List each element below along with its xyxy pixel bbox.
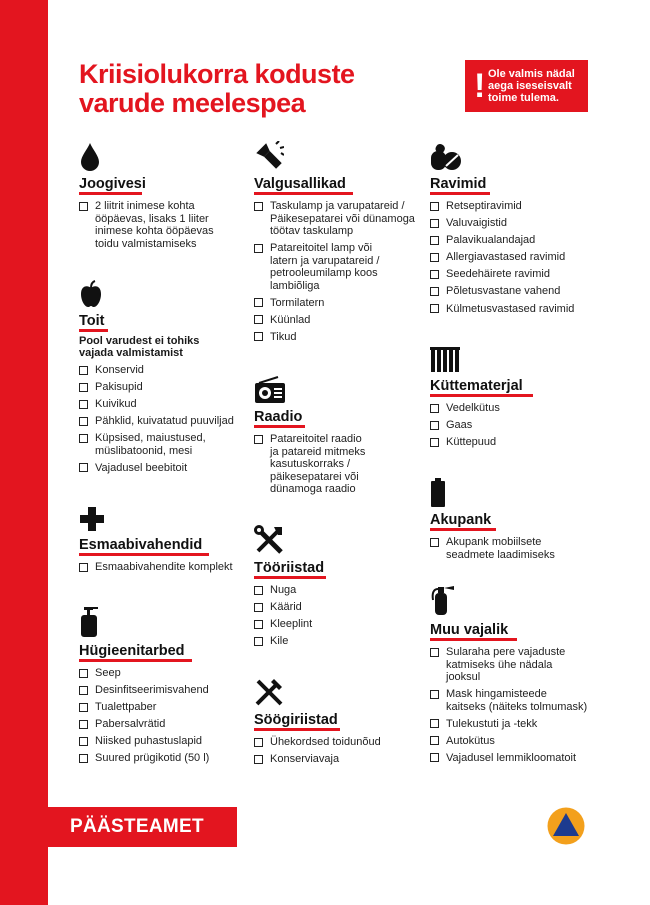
checkbox[interactable] [430,202,439,211]
section-heading: Joogivesi [79,176,146,192]
heading-underline [79,329,108,332]
checklist-item [79,381,249,394]
heading-underline [430,192,490,195]
checklist-item-text: Mask hingamisteede [446,688,547,701]
checkbox[interactable] [254,298,263,307]
footer-brand-bar [48,807,237,847]
checkbox[interactable] [254,637,263,646]
checklist-item [254,753,424,766]
checklist-item-text: Seep [95,667,121,679]
notice-line-1: Ole valmis nädal [488,68,575,80]
section-heading: Muu vajalik [430,622,509,638]
heading-underline [79,659,192,662]
checklist-item-text: Vajadusel lemmikloomatoit [446,751,577,764]
heading-underline [254,576,326,579]
checkbox[interactable] [254,620,263,629]
checklist-item [430,436,605,449]
notice-text [488,68,584,104]
checklist-item [254,736,424,749]
checklist-item [254,601,424,614]
notice-line-3: toime tulema. [488,92,559,104]
checkbox[interactable] [79,686,88,695]
checklist-item-text: Põletusvastane vahend [446,285,561,298]
checkbox[interactable] [254,435,263,444]
checklist-item-text: jooksul [446,671,481,683]
checklist-item-text: Küpsised, maiustused, [95,432,206,445]
checklist-item-text: Valuvaigistid [446,217,507,230]
checklist-item-text: Tualettpaber [95,701,157,714]
checklist-item-text: Akupank mobiilsete [446,536,542,548]
checkbox[interactable] [254,738,263,747]
checklist-item-text: ööpäevas, lisaks 1 liiter [95,212,209,225]
section-heading: Ravimid [430,176,487,192]
checkbox[interactable] [79,383,88,392]
checklist-item-text: Palavikualandajad [446,234,536,247]
civil-defence-emblem-icon [547,807,585,845]
first-aid-cross-icon [79,506,105,532]
checklist-item [79,718,249,731]
checklist-item-text: Nuga [270,584,297,596]
checklist-item [79,561,249,574]
checklist-item-text: Patareitoitel raadio [270,433,362,445]
checkbox[interactable] [254,603,263,612]
checklist-item [430,735,608,748]
checklist-item-text: 2 liitrit inimese kohta [95,200,195,212]
checklist-item [79,735,249,748]
checklist-item-text: Ühekordsed toidunõud [270,736,381,748]
checklist-item-text: katmiseks ühe nädala [446,658,553,671]
heading-underline [254,728,340,731]
checklist-item-text: toidu valmistamiseks [95,237,197,250]
checklist-item-text: Konserviavaja [270,753,340,766]
checklist-item-text: seadmete laadimiseks [446,548,555,561]
checklist-item-text: müslibatoonid, mesi [95,444,193,457]
checklist-item-text: inimese kohta ööpäevas [95,225,214,237]
checklist [254,200,424,348]
checkbox[interactable] [79,417,88,426]
checklist-item-text: Küünlad [270,313,311,326]
checkbox[interactable] [430,236,439,245]
section-heading: Küttematerjal [430,378,523,394]
checklist-item [254,618,424,631]
checklist-item-text: Päikesepatarei või dünamoga [270,212,415,225]
checklist-item-text: ja patareid mitmeks [270,445,366,458]
heading-underline [79,553,209,556]
checklist-item [79,200,239,250]
checklist-item-text: Tikud [270,330,297,343]
checklist-item [430,303,605,316]
fire-extinguisher-icon [430,584,456,616]
checkbox[interactable] [79,366,88,375]
checklist-item-text: Küttepuud [446,436,497,449]
checklist-item-text: päikesepatarei või [270,470,359,483]
title-line-2: varude meelespea [79,88,306,118]
checkbox[interactable] [254,315,263,324]
checklist-item-text: Sularaha pere vajaduste [446,646,566,658]
section-heading: Toit [79,313,105,329]
checklist-item-text: Külmetusvastased ravimid [446,302,575,315]
checklist [430,646,608,769]
left-red-bar [0,0,48,905]
checklist-item [430,217,605,230]
exclamation-icon: ! [474,67,486,105]
checklist-item-text: Desinfitseerimisvahend [95,684,209,697]
checkbox[interactable] [79,400,88,409]
checkbox[interactable] [79,754,88,763]
checklist-item [430,419,605,432]
water-drop-icon [79,142,101,172]
checkbox[interactable] [430,690,439,699]
section-heading: Söögiriistad [254,712,338,728]
checklist-item-text: Retseptiravimid [446,200,522,212]
checklist-item [254,433,424,496]
section-heading: Esmaabivahendid [79,537,203,553]
radiator-icon [430,347,460,373]
checklist-item-text: dünamoga raadio [270,483,356,495]
checklist-item [254,242,424,292]
checklist-item [254,584,424,597]
checklist-item [430,718,608,731]
section-subhead: Pool varudest ei tohiks vajada valmistamist [79,335,200,359]
heading-underline [430,638,517,641]
checkbox[interactable] [254,755,263,764]
checklist-item-text: Konservid [95,364,144,376]
checklist-item-text: Suured prügikotid (50 l) [95,752,210,765]
checklist-item [79,701,249,714]
checkbox[interactable] [430,421,439,430]
checklist-item-text: Pakisupid [95,381,143,394]
checklist-item [254,635,424,648]
checklist-item [430,402,605,415]
checkbox[interactable] [430,404,439,413]
checklist-item-text: Kile [270,635,289,648]
checklist-item [430,234,605,247]
checklist [254,584,424,652]
checkbox[interactable] [79,202,88,211]
checkbox[interactable] [430,219,439,228]
section-heading: Hügieenitarbed [79,643,185,659]
checklist-item-text: Allergiavastased ravimid [446,251,566,264]
checklist-item [79,398,249,411]
checklist-item-text: Patareitoitel lamp või [270,242,373,255]
checklist-item [254,314,424,327]
checklist-item [430,752,608,765]
checkbox[interactable] [430,287,439,296]
checklist-item [79,432,249,457]
brand-name: PÄÄSTEAMET [70,816,204,837]
checkbox[interactable] [430,253,439,262]
checklist-item [79,364,249,377]
heading-underline [254,425,305,428]
checkbox[interactable] [79,669,88,678]
checklist-item [430,536,605,561]
checkbox[interactable] [430,304,439,313]
checklist-item-text: Vedelkütus [446,402,500,414]
soap-dispenser-icon [79,606,99,638]
checkbox[interactable] [79,720,88,729]
checklist-item-text: Niisked puhastuslapid [95,735,203,748]
checklist-item [430,200,605,213]
checklist-item-text: Gaas [446,419,473,432]
checklist [430,200,605,320]
checklist-item [79,684,249,697]
checkbox[interactable] [430,753,439,762]
section-heading: Raadio [254,409,303,425]
checklist-item-text: Kleeplint [270,618,313,631]
checkbox[interactable] [79,703,88,712]
checklist [79,200,239,255]
checkbox[interactable] [254,244,263,253]
checklist-item [430,285,605,298]
checklist-item [79,415,249,428]
heading-underline [254,192,353,195]
checklist-item [254,200,424,238]
checkbox[interactable] [79,434,88,443]
checkbox[interactable] [430,648,439,657]
checklist-item-text: Tormilatern [270,296,325,309]
flashlight-icon [254,141,284,171]
section-heading: Akupank [430,512,492,528]
checklist-item-text: Pabersalvrätid [95,718,166,731]
checklist [254,433,424,500]
checklist-item-text: Tulekustuti ja -tekk [446,717,538,730]
tools-icon [254,525,284,555]
checklist-item [79,462,249,475]
notice-badge [465,60,588,112]
section-heading: Tööriistad [254,560,325,576]
checklist [79,561,249,578]
heading-underline [430,394,533,397]
checkbox[interactable] [430,438,439,447]
checkbox[interactable] [430,736,439,745]
radio-icon [254,376,286,404]
checklist-item-text: Taskulamp ja varupatareid / [270,200,405,212]
checklist-item-text: Pähklid, kuivatatud puuviljad [95,415,234,428]
checkbox[interactable] [254,586,263,595]
checkbox[interactable] [430,719,439,728]
checklist-item-text: Vajadusel beebitoit [95,461,188,474]
checkbox[interactable] [79,463,88,472]
checklist [254,736,424,770]
notice-line-2: aega iseseisvalt [488,80,572,92]
checklist-item-text: Autokütus [446,734,495,747]
checklist [79,364,249,479]
pills-icon [430,143,462,171]
checklist-item [79,667,249,680]
checklist-item [430,268,605,281]
checklist-item-text: latern ja varupatareid / [270,254,380,267]
checklist-item-text: Esmaabivahendite komplekt [95,561,233,573]
cutlery-icon [254,677,284,707]
checklist-item-text: kaitseks (näiteks tolmumask) [446,700,588,713]
checklist-item-text: lambiõliga [270,279,320,292]
checklist-item-text: kasutuskorraks / [270,458,351,470]
title-line-1: Kriisiolukorra koduste [79,59,355,89]
checklist-item [430,646,608,684]
checklist-item [254,331,424,344]
checklist [79,667,249,770]
checklist-item-text: Käärid [270,601,302,614]
checkbox[interactable] [79,563,88,572]
battery-icon [430,478,446,508]
checkbox[interactable] [430,538,439,547]
checklist-item-text: töötav taskulamp [270,225,354,237]
checklist-item [430,251,605,264]
checklist-item-text: Seedehäirete ravimid [446,268,550,281]
checklist-item [79,752,249,765]
checklist [430,402,605,453]
apple-icon [79,280,103,308]
checkbox[interactable] [79,737,88,746]
checklist-item-text: petrooleumilamp koos [270,267,378,280]
checklist [430,536,605,566]
section-heading: Valgusallikad [254,176,346,192]
checklist-item [430,688,608,713]
page-title [79,60,409,118]
heading-underline [430,528,496,531]
checkbox[interactable] [430,270,439,279]
checkbox[interactable] [254,202,263,211]
heading-underline [79,192,142,195]
checklist-item-text: Kuivikud [95,398,137,411]
checkbox[interactable] [254,332,263,341]
checklist-item [254,297,424,310]
